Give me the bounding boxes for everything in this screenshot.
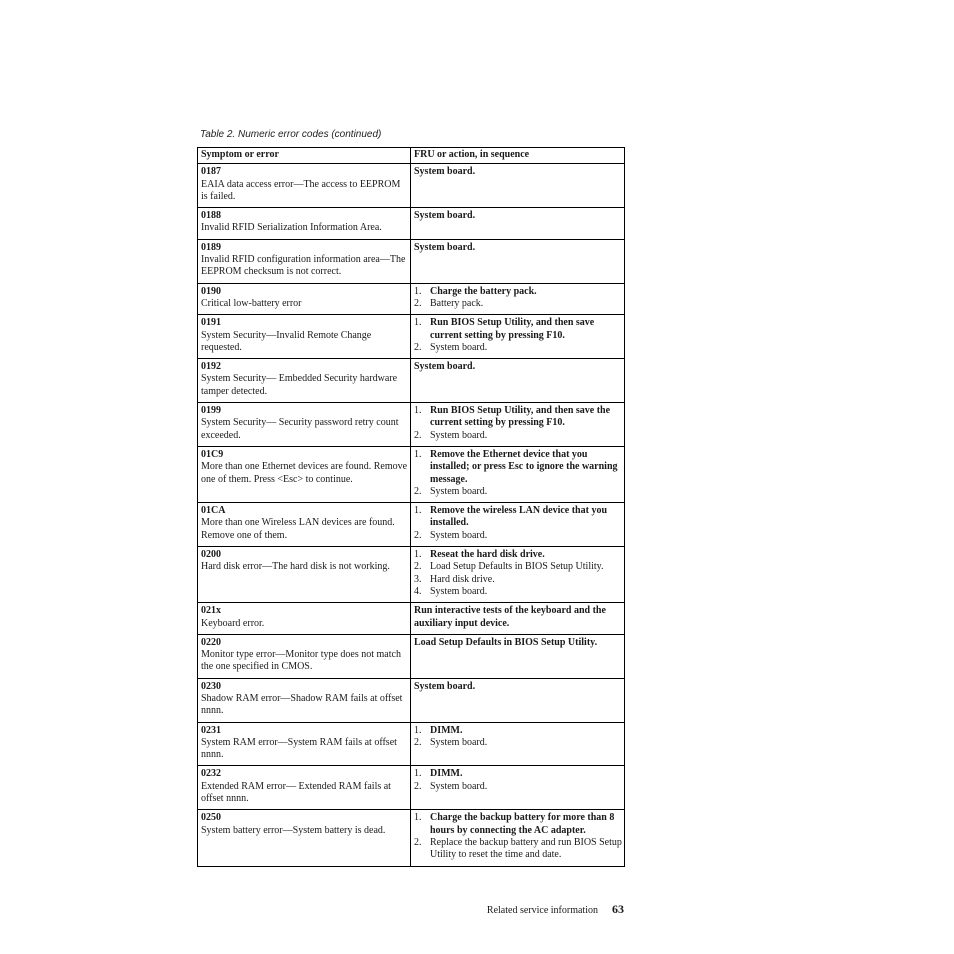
action-step xyxy=(414,768,622,780)
action-cell xyxy=(411,446,625,502)
step-text: DIMM. xyxy=(430,768,463,780)
action-step xyxy=(414,837,622,862)
table-row xyxy=(198,239,625,283)
step-text: System board. xyxy=(430,736,488,748)
error-description: Monitor type error—Monitor type does not match the one specified in CMOS. xyxy=(201,649,401,673)
table-row xyxy=(198,547,625,603)
table-row xyxy=(198,722,625,766)
action-steps xyxy=(414,449,622,498)
table-row xyxy=(198,164,625,208)
error-code: 0188 xyxy=(201,210,221,222)
step-text: Charge the battery pack. xyxy=(430,285,537,297)
error-code: 0187 xyxy=(201,166,221,178)
table-row xyxy=(198,634,625,678)
table-header-row xyxy=(198,148,625,164)
table-row xyxy=(198,503,625,547)
action-step xyxy=(414,342,622,354)
action-step xyxy=(414,449,622,486)
error-code: 0190 xyxy=(201,285,221,297)
error-code: 0232 xyxy=(201,768,221,780)
action-step xyxy=(414,286,622,298)
error-description: System Security— Embedded Security hardware tamper detected. xyxy=(201,373,398,397)
error-code: 0220 xyxy=(201,636,221,648)
step-number: 1. xyxy=(414,505,422,517)
error-code: 0231 xyxy=(201,724,221,736)
action-step xyxy=(414,298,622,310)
step-number: 3. xyxy=(414,573,422,585)
symptom-cell xyxy=(198,283,411,315)
step-text: DIMM. xyxy=(430,724,463,736)
action-step xyxy=(414,486,622,498)
symptom-cell xyxy=(198,503,411,547)
page-footer xyxy=(487,902,624,917)
table-row xyxy=(198,283,625,315)
action-cell xyxy=(411,810,625,866)
step-number: 2. xyxy=(414,341,422,353)
symptom-cell xyxy=(198,810,411,866)
step-number: 1. xyxy=(414,549,422,561)
action-steps xyxy=(414,405,622,442)
table-row xyxy=(198,315,625,359)
error-description: System battery error—System battery is dead. xyxy=(201,824,386,836)
action-step xyxy=(414,781,622,793)
table-row xyxy=(198,810,625,866)
action-step xyxy=(414,574,622,586)
error-description: System Security— Security password retry count exceeded. xyxy=(201,417,399,441)
step-number: 2. xyxy=(414,780,422,792)
action-cell xyxy=(411,603,625,635)
error-code: 0189 xyxy=(201,241,221,253)
step-number: 4. xyxy=(414,585,422,597)
step-text: Load Setup Defaults in BIOS Setup Utility. xyxy=(430,561,604,573)
step-number: 1. xyxy=(414,317,422,329)
symptom-cell xyxy=(198,315,411,359)
step-text: Charge the backup battery for more than 8 hours by connecting the AC adapter. xyxy=(430,812,615,836)
action-cell xyxy=(411,164,625,208)
action-step xyxy=(414,737,622,749)
action-step xyxy=(414,725,622,737)
step-text: Hard disk drive. xyxy=(430,573,495,585)
table-row xyxy=(198,446,625,502)
step-text: Run BIOS Setup Utility, and then save the current setting by pressing F10. xyxy=(430,405,611,429)
action-cell xyxy=(411,678,625,722)
action-cell xyxy=(411,634,625,678)
symptom-cell xyxy=(198,722,411,766)
step-text: Remove the Ethernet device that you installed; or press Esc to ignore the warning message. xyxy=(430,448,618,485)
action-cell xyxy=(411,283,625,315)
step-text: Reseat the hard disk drive. xyxy=(430,549,545,561)
table-caption: Table 2. Numeric error codes (continued) xyxy=(200,129,382,140)
step-text: Run BIOS Setup Utility, and then save current setting by pressing F10. xyxy=(430,317,595,341)
error-description: More than one Ethernet devices are found. Remove one of them. Press <Esc> to continue. xyxy=(201,461,408,485)
action-step xyxy=(414,812,622,837)
step-number: 2. xyxy=(414,297,422,309)
action-step xyxy=(414,317,622,342)
header-action: FRU or action, in sequence xyxy=(411,148,625,164)
step-number: 1. xyxy=(414,812,422,824)
error-description: Critical low-battery error xyxy=(201,297,302,309)
error-code: 0230 xyxy=(201,680,221,692)
page-number: 63 xyxy=(612,902,624,916)
action-cell xyxy=(411,403,625,447)
action-text: Load Setup Defaults in BIOS Setup Utility. xyxy=(414,636,598,648)
action-cell xyxy=(411,359,625,403)
action-cell xyxy=(411,547,625,603)
step-text: System board. xyxy=(430,429,488,441)
step-number: 1. xyxy=(414,448,422,460)
error-code: 021x xyxy=(201,605,221,617)
action-steps xyxy=(414,549,622,598)
error-code: 0200 xyxy=(201,549,221,561)
action-step xyxy=(414,561,622,573)
action-cell xyxy=(411,315,625,359)
action-step xyxy=(414,530,622,542)
table-row xyxy=(198,678,625,722)
step-number: 1. xyxy=(414,405,422,417)
symptom-cell xyxy=(198,634,411,678)
error-code: 0191 xyxy=(201,317,221,329)
action-steps xyxy=(414,812,622,861)
error-description: Invalid RFID Serialization Information Area. xyxy=(201,222,382,234)
step-text: System board. xyxy=(430,485,488,497)
symptom-cell xyxy=(198,603,411,635)
symptom-cell xyxy=(198,446,411,502)
table-row xyxy=(198,603,625,635)
action-cell xyxy=(411,503,625,547)
action-text: System board. xyxy=(414,361,476,373)
step-text: System board. xyxy=(430,529,488,541)
symptom-cell xyxy=(198,678,411,722)
action-steps xyxy=(414,768,622,793)
error-code: 0250 xyxy=(201,812,221,824)
error-code: 0199 xyxy=(201,405,221,417)
symptom-cell xyxy=(198,164,411,208)
error-code: 01CA xyxy=(201,505,226,517)
step-text: Replace the backup battery and run BIOS Setup Utility to reset the time and date. xyxy=(430,836,622,861)
table-row xyxy=(198,359,625,403)
step-number: 2. xyxy=(414,836,422,848)
action-cell xyxy=(411,766,625,810)
error-description: Invalid RFID configuration information area—The EEPROM checksum is not correct. xyxy=(201,254,406,278)
action-step xyxy=(414,549,622,561)
error-description: Hard disk error—The hard disk is not working. xyxy=(201,561,390,573)
step-number: 1. xyxy=(414,768,422,780)
action-steps xyxy=(414,505,622,542)
action-steps xyxy=(414,725,622,750)
error-description: Keyboard error. xyxy=(201,617,265,629)
table-row xyxy=(198,403,625,447)
error-description: More than one Wireless LAN devices are found. Remove one of them. xyxy=(201,517,395,541)
step-number: 2. xyxy=(414,485,422,497)
action-step xyxy=(414,505,622,530)
action-text: Run interactive tests of the keyboard and the auxiliary input device. xyxy=(414,605,606,629)
error-code: 0192 xyxy=(201,361,221,373)
action-step xyxy=(414,430,622,442)
step-number: 2. xyxy=(414,561,422,573)
table-row xyxy=(198,208,625,240)
footer-section-title: Related service information xyxy=(486,905,598,916)
symptom-cell xyxy=(198,403,411,447)
action-text: System board. xyxy=(414,680,476,692)
error-description: Shadow RAM error—Shadow RAM fails at offset nnnn. xyxy=(201,692,403,717)
action-text: System board. xyxy=(414,166,476,178)
symptom-cell xyxy=(198,208,411,240)
error-code: 01C9 xyxy=(201,448,224,460)
table-row xyxy=(198,766,625,810)
action-steps xyxy=(414,286,622,311)
table-body xyxy=(198,164,625,866)
error-description: Extended RAM error— Extended RAM fails at offset nnnn. xyxy=(201,780,391,805)
step-number: 2. xyxy=(414,736,422,748)
step-text: System board. xyxy=(430,585,488,597)
step-number: 2. xyxy=(414,529,422,541)
action-text: System board. xyxy=(414,210,476,222)
step-number: 2. xyxy=(414,429,422,441)
step-text: System board. xyxy=(430,341,488,353)
symptom-cell xyxy=(198,239,411,283)
step-number: 1. xyxy=(414,285,422,297)
symptom-cell xyxy=(198,766,411,810)
action-step xyxy=(414,586,622,598)
action-cell xyxy=(411,722,625,766)
step-text: Remove the wireless LAN device that you installed. xyxy=(430,505,608,529)
action-step xyxy=(414,405,622,430)
error-description: System Security—Invalid Remote Change requested. xyxy=(201,329,372,353)
action-cell xyxy=(411,208,625,240)
action-cell xyxy=(411,239,625,283)
error-description: EAIA data access error—The access to EEPROM is failed. xyxy=(201,178,401,202)
action-steps xyxy=(414,317,622,354)
error-codes-table xyxy=(197,147,625,867)
symptom-cell xyxy=(198,547,411,603)
step-text: System board. xyxy=(430,780,488,792)
header-symptom: Symptom or error xyxy=(198,148,411,164)
symptom-cell xyxy=(198,359,411,403)
error-description: System RAM error—System RAM fails at offset nnnn. xyxy=(201,736,397,761)
step-number: 1. xyxy=(414,724,422,736)
step-text: Battery pack. xyxy=(430,297,484,309)
action-text: System board. xyxy=(414,241,476,253)
